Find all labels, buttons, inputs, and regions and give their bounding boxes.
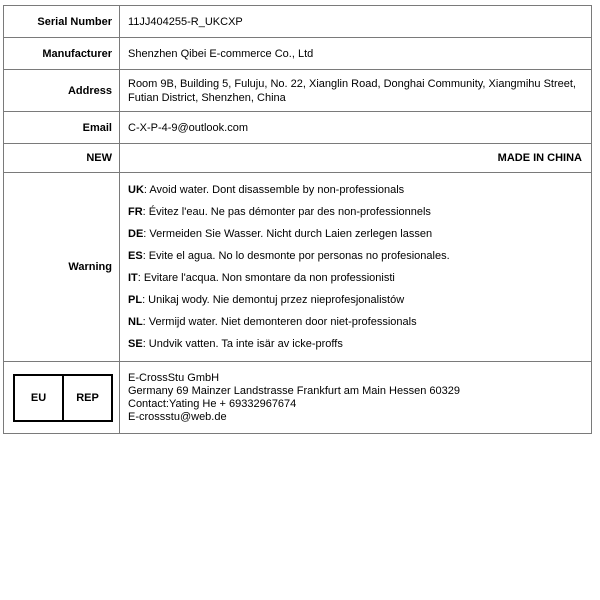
warning-text: : Évitez l'eau. Ne pas démonter par des non-professionnels	[142, 206, 431, 218]
warning-code: IT	[128, 272, 138, 284]
warning-code: ES	[128, 250, 143, 262]
eu-rep-symbol-rep: REP	[76, 392, 99, 404]
warning-text: : Evitare l'acqua. Non smontare da non professionisti	[137, 272, 395, 284]
eu-rep-symbol	[13, 374, 113, 422]
new-row	[4, 144, 592, 173]
warning-code: PL	[128, 294, 143, 306]
warning-text: : Vermijd water. Niet demonteren door niet-professionals	[142, 316, 417, 328]
warning-row	[4, 173, 592, 362]
eu-rep-row	[4, 362, 592, 434]
eu-rep-details	[128, 372, 583, 424]
email-row	[4, 112, 592, 144]
manufacturer-value: Shenzhen Qibei E-commerce Co., Ltd	[120, 38, 592, 70]
eu-rep-email: E-crossstu@web.de	[128, 410, 227, 423]
warning-text: : Undvik vatten. Ta inte isär av icke-proffs	[142, 338, 343, 350]
email-value: C-X-P-4-9@outlook.com	[120, 112, 592, 144]
serial-number-row	[4, 6, 592, 38]
warning-line-es	[128, 245, 583, 267]
warning-line-se	[128, 333, 583, 355]
warning-line-de	[128, 223, 583, 245]
eu-rep-contact: Contact:Yating He + 69332967674	[128, 397, 297, 410]
eu-rep-symbol-cell	[4, 362, 120, 434]
made-in-china-text: MADE IN CHINA	[497, 152, 582, 164]
serial-number-label: Serial Number	[4, 6, 120, 38]
warning-label: Warning	[4, 173, 120, 362]
warning-text: : Vermeiden Sie Wasser. Nicht durch Laien zerlegen lassen	[143, 228, 433, 240]
warning-code: DE	[128, 228, 144, 240]
eu-rep-company: E-CrossStu GmbH	[128, 371, 220, 384]
manufacturer-label: Manufacturer	[4, 38, 120, 70]
warning-code: NL	[128, 316, 143, 328]
warning-line-fr	[128, 201, 583, 223]
email-label: Email	[4, 112, 120, 144]
address-row	[4, 70, 592, 112]
warning-line-pl	[128, 289, 583, 311]
address-value: Room 9B, Building 5, Fuluju, No. 22, Xianglin Road, Donghai Community, Xiangmihu Street, Futian District, Shenzhen, China	[120, 70, 592, 112]
warning-line-uk	[128, 179, 583, 201]
manufacturer-row	[4, 38, 592, 70]
address-label: Address	[4, 70, 120, 112]
warning-line-it	[128, 267, 583, 289]
warning-text: : Unikaj wody. Nie demontuj przez nieprofesjonalistów	[142, 294, 405, 306]
product-label-table	[3, 5, 592, 434]
warning-line-nl	[128, 311, 583, 333]
new-label: NEW	[4, 144, 120, 173]
warning-code: UK	[128, 184, 144, 196]
warning-text: : Avoid water. Dont disassemble by non-professionals	[143, 184, 405, 196]
warning-text: : Evite el agua. No lo desmonte por personas no profesionales.	[142, 250, 450, 262]
serial-number-value: 11JJ404255-R_UKCXP	[120, 6, 592, 38]
warning-code: FR	[128, 206, 143, 218]
eu-rep-address: Germany 69 Mainzer Landstrasse Frankfurt am Main Hessen 60329	[128, 384, 460, 397]
warning-list	[128, 173, 583, 361]
eu-rep-symbol-eu: EU	[15, 376, 64, 420]
warning-code: SE	[128, 338, 143, 350]
